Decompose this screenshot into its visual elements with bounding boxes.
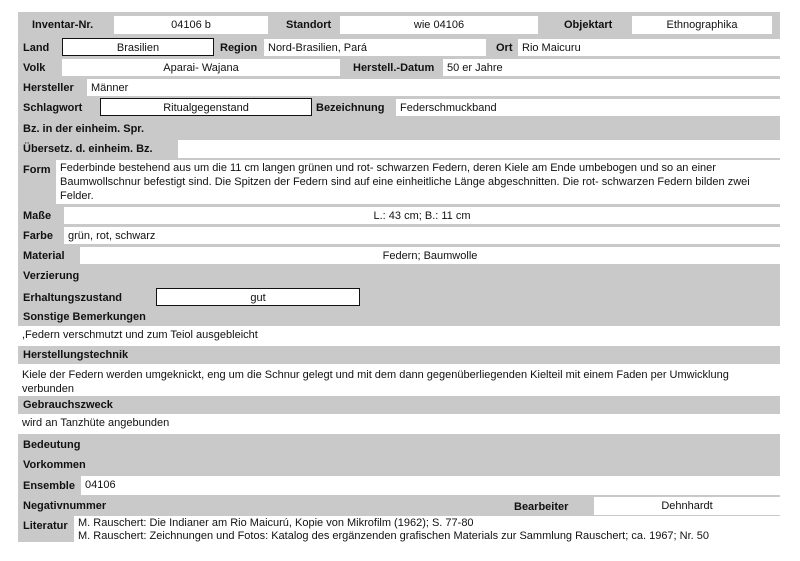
form-label: Form	[23, 164, 51, 176]
farbe-field[interactable]: grün, rot, schwarz	[64, 227, 780, 244]
volk-label: Volk	[23, 62, 46, 74]
inventar-nr-field[interactable]: 04106 b	[114, 16, 268, 34]
standort-field[interactable]: wie 04106	[340, 16, 538, 34]
bearbeiter-label: Bearbeiter	[514, 501, 569, 513]
negativnummer-label: Negativnummer	[23, 500, 107, 512]
vorkommen-label: Vorkommen	[23, 459, 86, 471]
row-hersteller	[18, 78, 780, 98]
row-verzierung	[18, 266, 780, 286]
ort-label: Ort	[496, 42, 513, 54]
row-land	[18, 38, 780, 58]
row-form	[18, 160, 780, 206]
row-negativnummer	[18, 496, 780, 516]
ort-field[interactable]: Rio Maicuru	[518, 39, 780, 56]
row-erhaltungszustand	[18, 286, 780, 308]
material-label: Material	[23, 250, 65, 262]
schlagwort-label: Schlagwort	[23, 102, 83, 114]
herstellungstechnik-field[interactable]: Kiele der Federn werden umgeknickt, eng um die Schnur gelegt und mit dem dann gegenüberliegenden Kielteil mit einem Faden per Umwicklung verbunden	[18, 364, 780, 396]
bearbeiter-field[interactable]: Dehnhardt	[594, 497, 780, 515]
row-sonstige-label	[18, 308, 780, 326]
gebrauchszweck-label: Gebrauchszweck	[23, 399, 113, 411]
erhaltungszustand-label: Erhaltungszustand	[23, 292, 123, 304]
ensemble-field[interactable]: 04106	[81, 476, 780, 495]
masse-label: Maße	[23, 210, 52, 222]
row-masse	[18, 206, 780, 226]
row-herstellungstechnik-label	[18, 346, 780, 364]
ensemble-label: Ensemble	[23, 480, 75, 492]
bezeichnung-label: Bezeichnung	[316, 102, 385, 114]
inventar-nr-label: Inventar-Nr.	[32, 19, 94, 31]
region-label: Region	[220, 42, 258, 54]
sonstige-label: Sonstige Bemerkungen	[23, 311, 146, 323]
row-bedeutung	[18, 434, 780, 454]
volk-field[interactable]: Aparai- Wajana	[62, 59, 340, 76]
literatur-line-1: M. Rauschert: Die Indianer am Rio Maicurú, Kopie von Mikrofilm (1962); S. 77-80	[78, 517, 474, 529]
herstellungstechnik-label: Herstellungstechnik	[23, 349, 129, 361]
bz-einheim-label: Bz. in der einheim. Spr.	[23, 123, 145, 135]
material-field[interactable]: Federn; Baumwolle	[80, 247, 780, 264]
uebersetz-label: Übersetz. d. einheim. Bz.	[23, 143, 153, 155]
hersteller-label: Hersteller	[23, 82, 74, 94]
objektart-label: Objektart	[564, 19, 613, 31]
literatur-line-2: M. Rauschert: Zeichnungen und Fotos: Katalog des ergänzenden grafischen Materials zur Sammlung Rauschert; ca. 1967; Nr. 50	[78, 530, 710, 542]
schlagwort-field[interactable]: Ritualgegenstand	[100, 98, 312, 116]
row-bz-einheim	[18, 118, 780, 138]
row-volk	[18, 58, 780, 78]
sonstige-field[interactable]: ,Federn verschmutzt und zum Teiol ausgebleicht	[18, 326, 780, 346]
form-field[interactable]: Federbinde bestehend aus um die 11 cm langen grünen und rot- schwarzen Federn, deren Kiele am Ende umbebogen und so an einer Baumwollschnur befestigt sind. Die Spitzen der Federn sind auf eine einheitliche Länge abgeschnitten. Die rot- schwarzen Federn bilden zwei Felder.	[56, 160, 780, 204]
literatur-field[interactable]	[74, 516, 780, 542]
verzierung-label: Verzierung	[23, 270, 80, 282]
erhaltungszustand-field[interactable]: gut	[156, 288, 360, 306]
bz-einheim-field[interactable]	[158, 120, 780, 136]
masse-field[interactable]: L.: 43 cm; B.: 11 cm	[64, 207, 780, 224]
record-sheet	[18, 12, 780, 542]
gebrauchszweck-field[interactable]: wird an Tanzhüte angebunden	[18, 414, 780, 434]
standort-label: Standort	[286, 19, 332, 31]
herstell-datum-label: Herstell.-Datum	[353, 62, 435, 74]
row-inventar	[18, 12, 780, 38]
farbe-label: Farbe	[23, 230, 53, 242]
region-field[interactable]: Nord-Brasilien, Pará	[264, 39, 486, 56]
row-material	[18, 246, 780, 266]
row-schlagwort	[18, 98, 780, 118]
row-ensemble	[18, 474, 780, 496]
bezeichnung-field[interactable]: Federschmuckband	[396, 99, 780, 116]
bedeutung-label: Bedeutung	[23, 439, 81, 451]
literatur-label: Literatur	[23, 520, 68, 532]
row-vorkommen	[18, 454, 780, 474]
herstell-datum-field[interactable]: 50 er Jahre	[443, 59, 780, 76]
uebersetz-field[interactable]	[178, 140, 780, 158]
land-field[interactable]: Brasilien	[62, 38, 214, 56]
row-gebrauchszweck-label	[18, 396, 780, 414]
objektart-field[interactable]: Ethnographika	[632, 16, 772, 34]
row-uebersetz	[18, 138, 780, 160]
row-literatur	[18, 516, 780, 542]
hersteller-field[interactable]: Männer	[87, 79, 780, 96]
row-farbe	[18, 226, 780, 246]
land-label: Land	[23, 42, 50, 54]
